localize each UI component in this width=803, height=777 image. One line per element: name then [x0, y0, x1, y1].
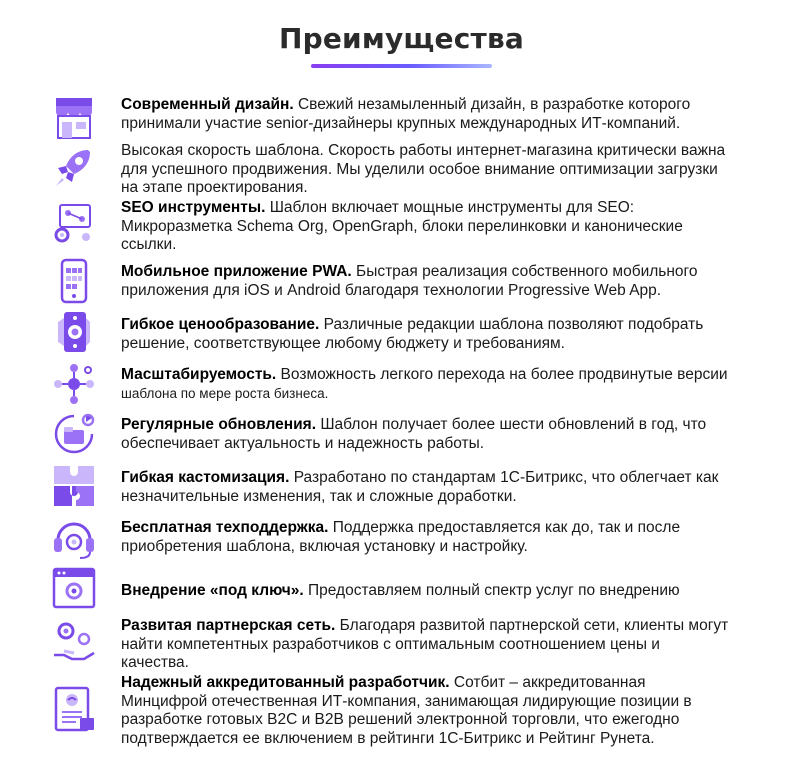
feature-description: Шаблон получает более шести обновлений в год, что обеспечивает актуальность и надежность работы. — [121, 416, 707, 452]
feature-title: SEO инструменты. — [121, 199, 266, 216]
feature-description: Разработано по стандартам 1С-Битрикс, что облегчает как незначительные изменения, так и сложные доработки. — [121, 469, 719, 505]
feature-description: Поддержка предоставляется как до, так и после приобретения шаблона, включая установку и настройку. — [121, 519, 681, 555]
feature-description: Благодаря развитой партнерской сети, клиенты могут найти компетентных разработчиков с оптимальным соотношением цены и качества. — [121, 617, 729, 671]
feature-description: Быстрая реализация собственного мобильного приложения для iOS и Android благодаря технологии Progressive Web App. — [121, 263, 698, 299]
feature-description: Сотбит – аккредитованная Минцифрой отечественная ИТ-компания, занимающая лидирующие позиции в разработке готовых B2C и B2B решений электронной торговли, что ежегодно подтверждается ее включением в рейтинги 1С-Битрикс и Рейтинг Рунета. — [121, 674, 692, 747]
feature-title: Развитая партнерская сеть. — [121, 617, 336, 634]
support-headset-icon — [50, 514, 98, 562]
feature-title: Регулярные обновления. — [121, 416, 317, 433]
partner-network-icon — [50, 619, 98, 667]
accredited-certificate-icon — [50, 686, 98, 734]
feature-description: Возможность легкого перехода на более продвинутые версии — [276, 366, 728, 383]
feature-title: Внедрение «под ключ». — [121, 582, 304, 599]
scalability-icon — [50, 360, 98, 408]
turnkey-window-icon — [50, 565, 98, 613]
storefront-icon — [50, 94, 98, 142]
title-underline — [311, 64, 492, 68]
feature-description: Свежий незамыленный дизайн, в разработке которого принимали участие senior-дизайнеры крупных международных ИТ-компаний. — [121, 96, 691, 132]
feature-title: Мобильное приложение PWA. — [121, 263, 352, 280]
feature-description: Предоставляем полный спектр услуг по внедрению — [303, 582, 680, 599]
feature-title: Гибкая кастомизация. — [121, 469, 290, 486]
feature-description: Шаблон включает мощные инструменты для SEO: Микроразметка Schema Org, OpenGraph, блоки перелинковки и канонические ссылки. — [121, 199, 683, 253]
puzzle-icon — [50, 462, 98, 510]
feature-title: Гибкое ценообразование. — [121, 316, 320, 333]
feature-description-small: шаблона по мере роста бизнеса. — [121, 385, 329, 401]
rocket-icon — [50, 144, 98, 192]
feature-title: Масштабируемость. — [121, 366, 277, 383]
feature-title: Современный дизайн. — [121, 96, 294, 113]
updates-icon — [50, 410, 98, 458]
seo-tools-icon — [50, 199, 98, 247]
feature-title: Бесплатная техподдержка. — [121, 519, 329, 536]
feature-title: Надежный аккредитованный разработчик. — [121, 674, 450, 691]
feature-description: Высокая скорость шаблона. Скорость работы интернет-магазина критически важна для успешного продвижения. Мы уделили особое внимание оптимизации загрузки на этапе проектирования. — [121, 142, 726, 196]
pricing-icon — [50, 308, 98, 356]
mobile-app-icon — [50, 258, 98, 306]
page-title: Преимущества — [278, 22, 524, 55]
feature-description: Различные редакции шаблона позволяют подобрать решение, соответствующее любому бюджету и требованиям. — [121, 316, 704, 352]
